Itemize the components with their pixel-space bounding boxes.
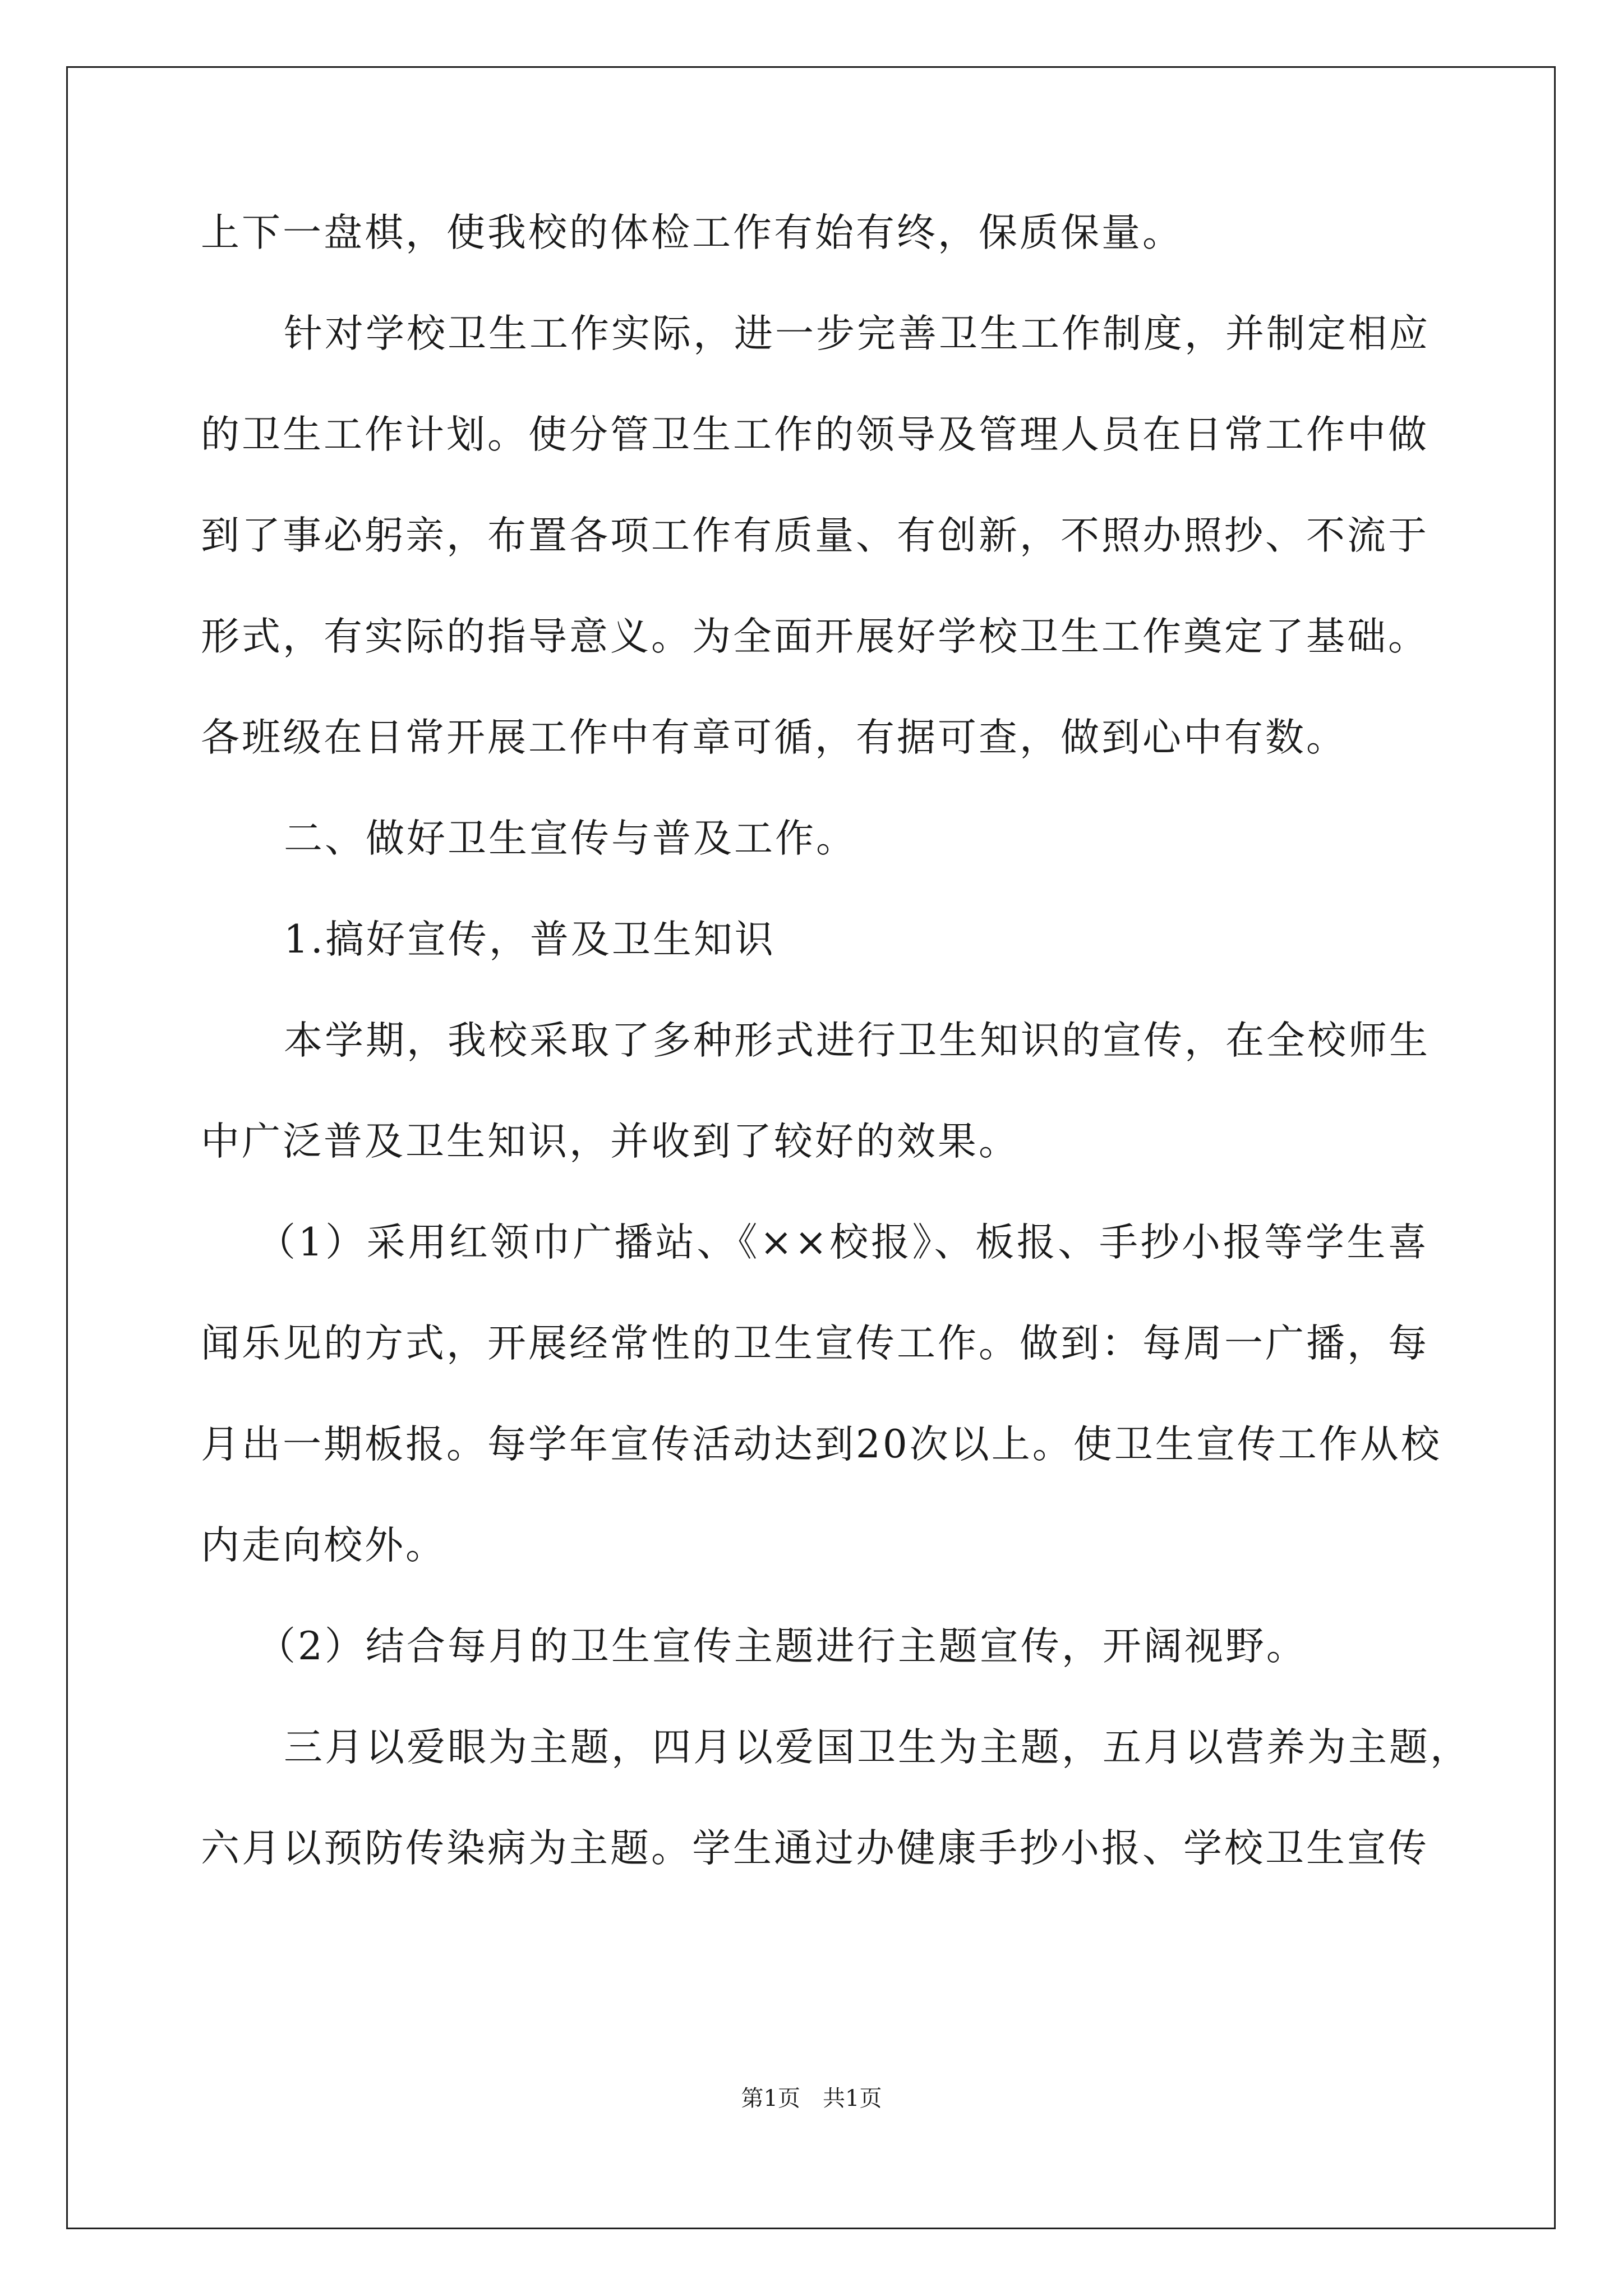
text-line: （2）结合每月的卫生宣传主题进行主题宣传，开阔视野。: [257, 1624, 1307, 1669]
text-line: 针对学校卫生工作实际，进一步完善卫生工作制度，并制定相应: [284, 311, 1430, 356]
text-line: （1）采用红领巾广播站、《××校报》、板报、手抄小报等学生喜: [257, 1220, 1429, 1265]
text-line: 三月以爱眼为主题，四月以爱国卫生为主题，五月以营养为主题，: [284, 1725, 1471, 1770]
text-line: 的卫生工作计划。使分管卫生工作的领导及管理人员在日常工作中做: [201, 412, 1429, 457]
text-line: 闻乐见的方式，开展经常性的卫生宣传工作。做到：每周一广播，每: [201, 1321, 1429, 1366]
text-line: 到了事必躬亲，布置各项工作有质量、有创新，不照办照抄、不流于: [201, 513, 1429, 558]
text-line: 各班级在日常开展工作中有章可循，有据可查，做到心中有数。: [201, 715, 1347, 760]
text-line: 本学期，我校采取了多种形式进行卫生知识的宣传，在全校师生: [284, 1018, 1430, 1063]
text-line: 上下一盘棋，使我校的体检工作有始有终，保质保量。: [201, 210, 1183, 255]
text-line: 形式，有实际的指导意义。为全面开展好学校卫生工作奠定了基础。: [201, 614, 1429, 659]
text-line: 内走向校外。: [201, 1523, 446, 1568]
section-heading: 二、做好卫生宣传与普及工作。: [284, 816, 857, 861]
page-total: 共1页: [823, 2086, 882, 2111]
page-footer: [0, 2085, 1623, 2113]
text-line: 中广泛普及卫生知识，并收到了较好的效果。: [201, 1119, 1020, 1164]
subsection-heading: 1.搞好宣传，普及卫生知识: [284, 917, 776, 962]
text-line: 六月以预防传染病为主题。学生通过办健康手抄小报、学校卫生宣传: [201, 1826, 1429, 1871]
text-line: 月出一期板报。每学年宣传活动达到20次以上。使卫生宣传工作从校: [201, 1422, 1442, 1467]
page-number: 第1页: [741, 2086, 800, 2111]
